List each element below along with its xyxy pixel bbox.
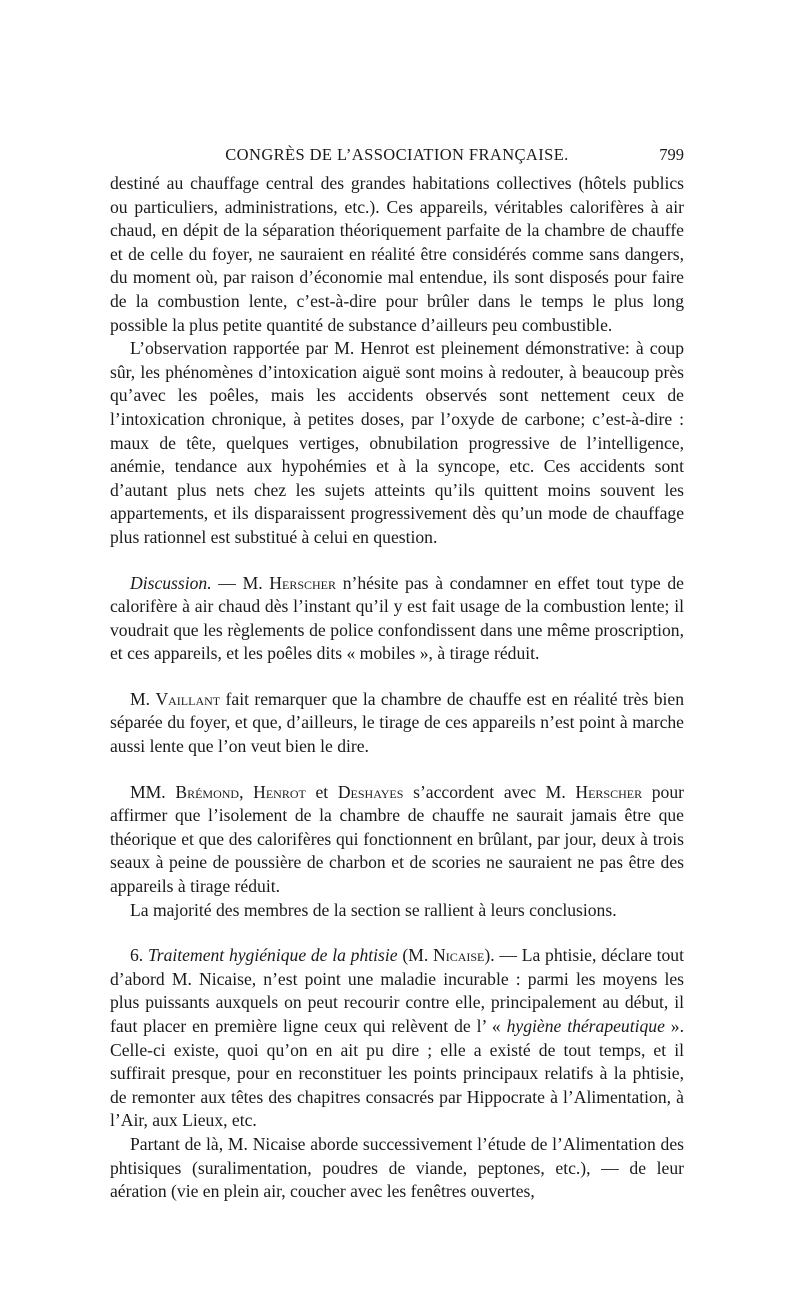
speaker-name: Herscher <box>269 572 337 593</box>
speaker-name: Herscher <box>575 781 643 802</box>
italic-term: hygiène thérapeutique <box>506 1016 665 1036</box>
paragraph-conclusion: La majorité des membres de la section se rallient à leurs conclusions. <box>130 899 617 920</box>
speaker-name: Nicaise <box>433 945 485 966</box>
discussion-label: Discussion. <box>130 572 212 593</box>
speaker-name: Vaillant <box>155 688 221 709</box>
speaker-name: Deshayes <box>337 781 404 802</box>
paragraph-henrot-observation: L’observation rapportée par M. Henrot est pleinement démonstrative: à coup sûr, les phénomènes d’intoxication aiguë sont moins à redouter, à beaucoup près qu’avec les poêles, mais les accidents observés sont nettement ceux de l’intoxication chronique, à petites doses, par l’oxyde de carbone; c’est-à-dire : maux de tête, quelques vertiges, obnubilation progressive de l’intelligence, anémie, tendance aux hypohémies et à la syncope, etc. Ces accidents sont d’autant plus nets chez les sujets atteints qu’ils quittent moins souvent les appartements, et ils disparaissent progressivement dès qu’un mode de chauffage plus rationnel est substitué à celui en question. <box>110 338 684 547</box>
paragraph-continuation: destiné au chauffage central des grandes habitations collectives (hôtels publics ou particuliers, administrations, etc.). Ces appareils, véritables calorifères à air chaud, en dépit de la séparation théoriquement parfaite de la chambre de chauffe et de celle du foyer, ne sauraient en réalité être considérés comme sans dangers, du moment où, par raison d’économie mal entendue, ils sont disposés pour faire de la combustion lente, c’est-à-dire pour brûler dans le temps le plus long possible la plus petite quantité de substance d’ailleurs peu combustible. <box>110 173 684 335</box>
speaker-name: Henrot <box>253 781 306 802</box>
page-body <box>110 172 684 1204</box>
paragraph-discussion-herscher: Discussion. — M. Herscher n’hésite pas à condamner en effet tout type de calorifère à air chaud dès l’instant qu’il y est fait usage de la combustion lente; il voudrait que les règlements de police confondissent dans une même proscription, et ces appareils, et les poêles dits « mobiles », à tirage réduit. <box>110 572 684 664</box>
section-title: Traitement hygiénique de la phtisie <box>147 945 398 966</box>
page-number: 799 <box>659 145 684 164</box>
paragraph-nicaise-alimentation: Partant de là, M. Nicaise aborde successivement l’étude de l’Alimentation des phtisiques (suralimentation, poudres de viande, peptones, etc.), — de leur aération (vie en plein air, coucher avec les fenêtres ouvertes, <box>110 1133 684 1202</box>
paragraph-bremond-henrot-deshayes: MM. Brémond, Henrot et Deshayes s’accordent avec M. Herscher pour affirmer que l’isolement de la chambre de chauffe ne saurait jamais être que théorique et que des calorifères qui fonctionnent en brûlant, par jour, deux à trois seaux à peine de poussière de charbon et de scories ne sauraient ne pas être des appareils à tirage réduit. <box>110 781 684 897</box>
paragraph-vaillant: M. Vaillant fait remarquer que la chambre de chauffe est en réalité très bien séparée du foyer, et que, d’ailleurs, le tirage de ces appareils n’est point à marche aussi lente que l’on veut bien le dire. <box>110 688 684 757</box>
running-header <box>110 145 684 169</box>
running-title: CONGRÈS DE L’ASSOCIATION FRANÇAISE. <box>225 145 569 164</box>
paragraph-section-6: 6. Traitement hygiénique de la phtisie (M. Nicaise). — La phtisie, déclare tout d’abord M. Nicaise, n’est point une maladie incurable : parmi les moyens les plus puissants auxquels on peut recourir contre elle, principalement au début, il faut placer en première ligne ceux qui relèvent de l’ « hygiène thérapeutique ». Celle-ci existe, quoi qu’on en ait pu dire ; elle a existé de tout temps, et il suffirait presque, pour en reconstituer les points principaux relatifs à la phtisie, de remonter aux têtes des chapitres consacrés par Hippocrate à l’Alimentation, à l’Air, aux Lieux, etc. <box>110 945 685 1131</box>
speaker-name: Brémond <box>175 781 240 802</box>
